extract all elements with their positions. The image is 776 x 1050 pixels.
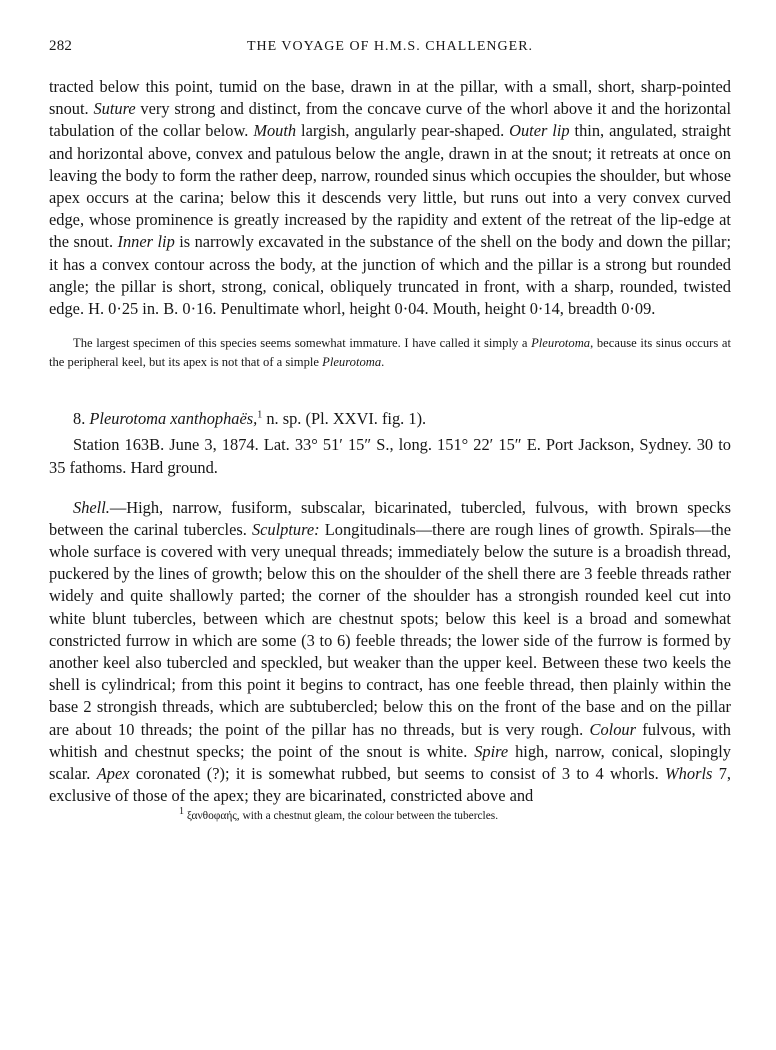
term-colour: Colour: [589, 719, 636, 739]
footnote: [49, 808, 731, 824]
genus-name: Pleurotoma: [531, 336, 591, 351]
text-run: fulvous, with whitish and chestnut specks; the point of the snout is white.: [49, 719, 731, 761]
running-title: THE VOYAGE OF H.M.S. CHALLENGER.: [246, 39, 534, 54]
species-plate-reference: n. sp. (Pl. XXVI. fig. 1).: [262, 409, 427, 429]
text-run: —High, narrow, fusiform, subscalar, bicarinated, tubercled, fulvous, with brown specks between the carinal tubercles.: [49, 497, 731, 539]
term-sculpture: Sculpture:: [251, 519, 320, 539]
station-details: . June 3, 1874. Lat. 33° 51′ 15″ S., long. 151° 22′ 15″ E. Port Jackson, Sydney. 30 to 35 fathoms. Hard ground.: [49, 435, 731, 478]
term-spire: Spire: [474, 741, 509, 761]
text-run: coronated (?); it is somewhat rubbed, but seems to consist of 3 to 4 whorls.: [129, 764, 666, 784]
text-run: high, narrow, conical, slopingly scalar.: [49, 741, 731, 784]
species-heading: [49, 408, 731, 430]
description-continued-paragraph: [49, 76, 731, 320]
page-number: 282: [49, 38, 73, 54]
footnote-number: 1: [179, 806, 184, 818]
term-apex: Apex: [96, 764, 130, 784]
text-run: Longitudinals—there are rough lines of growth. Spirals—the whole surface is covered with very unequal threads; immediately below the suture is a broadish thread, puckered by the lines of growth; below this on the shoulder of the shell there are 3 feeble threads rather widely and quite shallowly parted; the corner of the shoulder has a strongish rounded keel cut into white blunt tubercles, between which are chestnut spots; below this keel is a broad and somewhat constricted furrow in which are some (3 to 6) feeble threads; the lower side of the furrow is formed by another keel also tubercled and speckled, but weaker than the upper keel. Between these two keels the shell is cylindrical; from this point it begins to contract, has one feeble thread, then plainly within the base 2 strongish threads, which are subtubercled; below this on the front of the base and on the pillar are about 10 threads; the point of the pillar has no threads, but is very rough.: [49, 519, 731, 739]
running-header: [49, 38, 731, 62]
term-whorls: Whorls: [665, 764, 713, 784]
shell-description-paragraph: [49, 497, 731, 808]
text-run: tracted below this point, tumid on the base, drawn in at the pillar, with a small, short, sharp-pointed snout.: [49, 77, 731, 119]
footnote-marker: 1: [257, 409, 263, 421]
remark-note: [49, 334, 731, 371]
species-number: 8.: [73, 409, 86, 429]
term-mouth: Mouth: [253, 121, 297, 141]
text-run: .: [381, 354, 385, 369]
species-name: Pleurotoma xanthophaës,: [89, 409, 258, 429]
term-suture: Suture: [93, 99, 136, 119]
text-run: thin, angulated, straight and horizontal above, convex and patulous below the angle, drawn in at the snout; it retreats at once on leaving the body to form the rather deep, narrow, rounded sinus which occupies the shoulder, but whose apex occurs at the carina; below this it descends very little, but runs out into a very convex curved edge, whose prominence is greatly increased by the rapidity and extent of the retreat of the lip-edge at the snout.: [49, 121, 731, 252]
station-suffix: B: [149, 435, 161, 455]
text-run: The largest specimen of this species seems somewhat immature. I have called it simply a: [73, 336, 532, 351]
text-run: is narrowly excavated in the substance of the shell on the body and down the pillar; it has a convex contour across the body, at the junction of which and the pillar is a strong but rounded angle; the pillar is short, strong, conical, obliquely truncated in front, with a sharp, rounded, twisted edge. H. 0·25 in. B. 0·16. Penultimate whorl, height 0·04. Mouth, height 0·14, breadth 0·09.: [49, 232, 732, 319]
station-record: [49, 434, 731, 479]
text-run: largish, angularly pear-shaped.: [296, 121, 510, 141]
term-shell: Shell.: [73, 497, 110, 517]
text-run: very strong and distinct, from the concave curve of the whorl above it and the horizontal tabulation of the collar below.: [49, 99, 731, 141]
term-inner-lip: Inner lip: [117, 232, 175, 252]
footnote-text: ξανθοφαής, with a chestnut gleam, the colour between the tubercles.: [184, 810, 499, 823]
genus-name: Pleurotoma: [322, 354, 382, 369]
term-outer-lip: Outer lip: [509, 121, 570, 141]
text-run: 7, exclusive of those of the apex; they are bicarinated, constricted above and: [49, 764, 732, 806]
station-label: Station 163: [73, 435, 150, 455]
page: [49, 38, 731, 824]
text-run: , because its sinus occurs at the peripheral keel, but its apex is not that of a simple: [49, 336, 731, 369]
